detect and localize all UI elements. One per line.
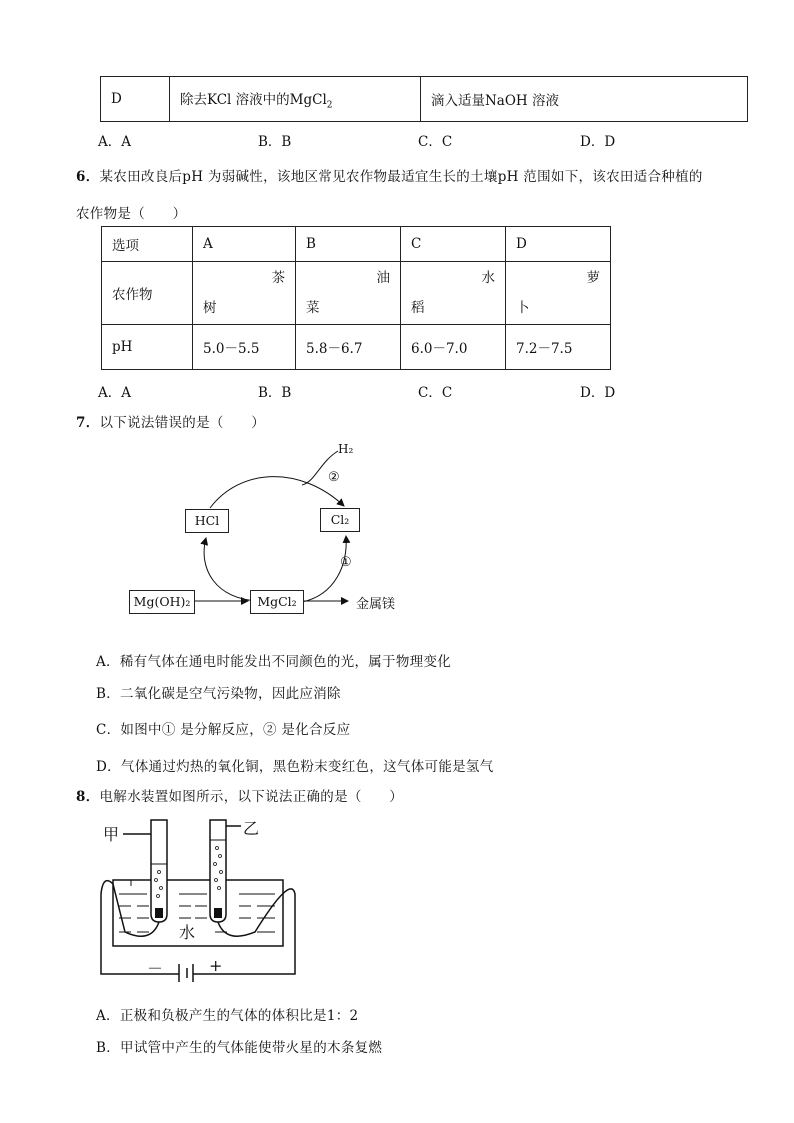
step2-marker: ② [328,470,340,485]
q7-option-d[interactable]: D．气体通过灼热的氧化铜，黑色粉末变红色，这气体可能是氢气 [96,759,494,775]
hcl-box: HCl [185,509,229,533]
q7-stem: 7．以下说法错误的是（ ） [76,415,266,431]
q6-crop-a: 茶 树 [193,262,296,325]
q6-header-option: 选项 [102,227,193,262]
q6-option-c[interactable]: C．C [418,385,453,401]
positive-terminal: + [209,956,223,975]
q7-option-a[interactable]: A．稀有气体在通电时能发出不同颜色的光，属于物理变化 [96,654,452,670]
q6-stem-line2: 农作物是（ ） [76,206,187,222]
electrolysis-apparatus [95,814,305,984]
q6-ph-d: 7.2－7.5 [506,325,611,370]
q6-header-a: A [193,227,296,262]
q6-ph-a: 5.0－5.5 [193,325,296,370]
q7-option-c[interactable]: C．如图中① 是分解反应，② 是化合反应 [96,722,351,738]
q6-header-d: D [506,227,611,262]
h2-label: H₂ [338,442,354,456]
q8-diagram [95,814,305,984]
tube-a-label: 甲 [103,825,120,844]
q6-option-a[interactable]: A．A [98,385,131,401]
q8-option-a[interactable]: A．正极和负极产生的气体的体积比是1：2 [96,1008,359,1024]
negative-terminal: － [147,959,164,978]
q7-diagram [120,440,420,620]
q6-table [101,226,611,370]
q6-row-ph-label: pH [102,325,193,370]
q5-option-b[interactable]: B．B [258,134,292,150]
q6-header-b: B [296,227,401,262]
q6-ph-b: 5.8－6.7 [296,325,401,370]
q6-row-crop-label: 农作物 [102,262,193,325]
q6-stem-line1: 6．某农田改良后pH 为弱碱性，该地区常见农作物最适宜生长的土壤pH 范围如下，该农田适合种植的 [76,169,703,185]
q5-cell-method: 除去KCl 溶液中的MgCl$_2$ [170,77,421,122]
q8-stem: 8．电解水装置如图所示，以下说法正确的是（ ） [76,789,404,805]
q6-crop-b: 油 菜 [296,262,401,325]
q7-option-b[interactable]: B．二氧化碳是空气污染物，因此应消除 [96,686,341,702]
q5-option-a[interactable]: A．A [98,134,131,150]
q6-header-c: C [401,227,506,262]
q5-option-d[interactable]: D．D [580,134,616,150]
water-label: 水 [179,923,196,942]
q6-ph-c: 6.0－7.0 [401,325,506,370]
cl2-box: Cl₂ [320,508,360,532]
q8-option-b[interactable]: B．甲试管中产生的气体能使带火星的木条复燃 [96,1040,383,1056]
q5-option-c[interactable]: C．C [418,134,453,150]
q6-option-d[interactable]: D．D [580,385,616,401]
tube-b-label: 乙 [243,819,260,838]
mgcl2-box: MgCl₂ [250,590,304,614]
q5-cell-label: D [101,77,170,122]
q5-table [100,76,748,122]
q6-crop-d: 萝 卜 [506,262,611,325]
q6-crop-c: 水 稻 [401,262,506,325]
step1-marker: ① [340,555,352,570]
product-label: 金属镁 [356,597,396,612]
mgoh2-box: Mg(OH)₂ [129,590,195,614]
q5-cell-reagent: 滴入适量NaOH 溶液 [421,77,748,122]
q6-option-b[interactable]: B．B [258,385,292,401]
